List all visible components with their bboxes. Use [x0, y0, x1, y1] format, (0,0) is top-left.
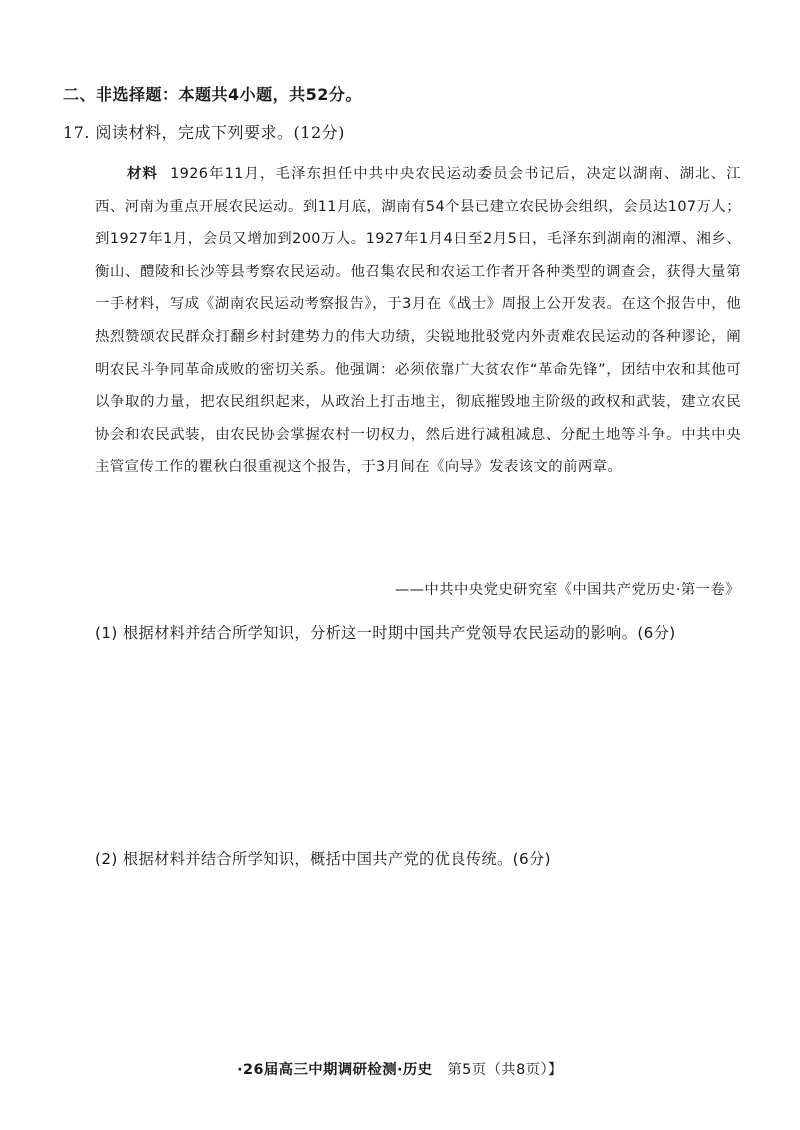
page-footer — [0, 1058, 800, 1079]
footer-page-number: 第5页（共8页）】 — [447, 1062, 563, 1078]
sub-question-1: (1) 根据材料并结合所学知识，分析这一时期中国共产党领导农民运动的影响。(6分) — [95, 624, 676, 642]
material-label: 材料 — [127, 166, 159, 182]
material-source-citation: ——中共中央党史研究室《中国共产党历史·第一卷》 — [394, 582, 740, 598]
answer-space-2 — [95, 882, 741, 1032]
answer-space-1 — [95, 655, 741, 835]
material-paragraph — [95, 158, 741, 484]
footer-exam-title: ·26届高三中期调研检测·历史 — [237, 1062, 433, 1078]
question-17-heading: 17. 阅读材料，完成下列要求。(12分) — [63, 123, 345, 142]
material-text: 1926年11月，毛泽东担任中共中央农民运动委员会书记后，决定以湖南、湖北、江西、河南为重点开展农民运动。到11月底，湖南有54个县已建立农民协会组织，会员达107万人；到1927年1月，会员又增加到200万人。1927年1月4日至2月5日，毛泽东到湖南的湘潭、湘乡、衡山、醴陵和长沙等县考察农民运动。他召集农民和农运工作者开各种类型的调查会，获得大量第一手材料，写成《湖南农民运动考察报告》，于3月在《战士》周报上公开发表。在这个报告中，他热烈赞颂农民群众打翻乡村封建势力的伟大功绩，尖锐地批驳党内外责难农民运动的各种谬论，阐明农民斗争同革命成败的密切关系。他强调：必须依靠广大贫农作“革命先锋”，团结中农和其他可以争取的力量，把农民组织起来，从政治上打击地主，彻底摧毁地主阶级的政权和武装，建立农民协会和农民武装，由农民协会掌握农村一切权力，然后进行减租减息、分配土地等斗争。中共中央主管宣传工作的瞿秋白很重视这个报告，于3月间在《向导》发表该文的前两章。 — [95, 166, 741, 476]
sub-question-2: (2) 根据材料并结合所学知识，概括中国共产党的优良传统。(6分) — [95, 850, 551, 868]
section-title: 二、非选择题：本题共4小题，共52分。 — [63, 85, 362, 104]
